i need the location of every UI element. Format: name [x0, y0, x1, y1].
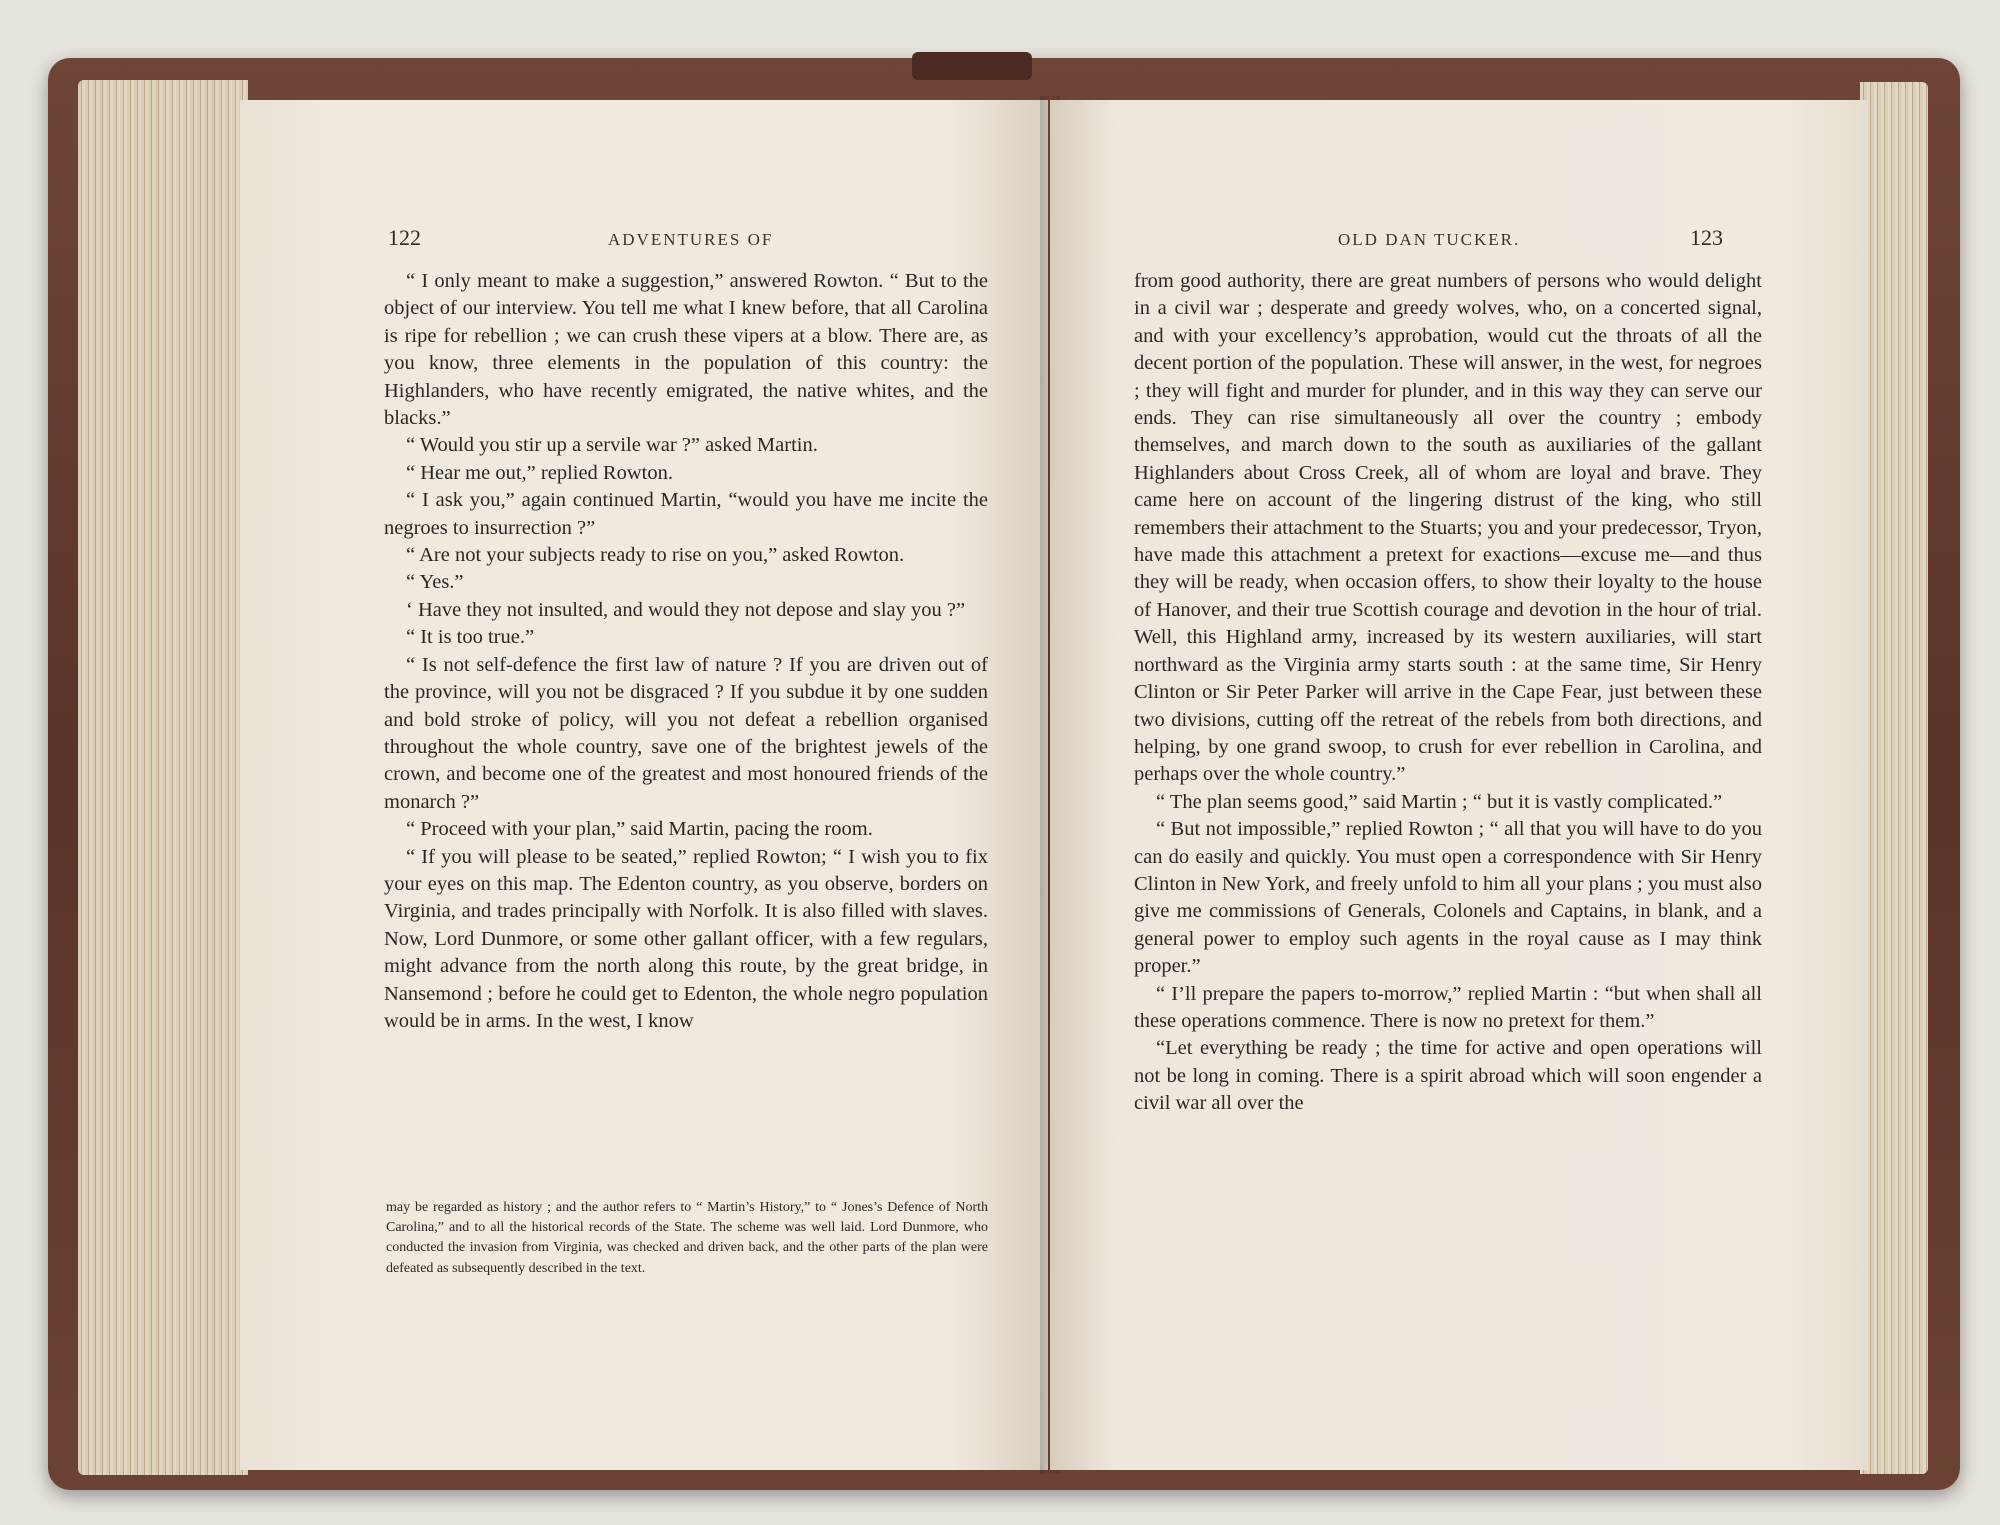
- paragraph: “ I only meant to make a suggestion,” answered Rowton. “ But to the object of our interview. You tell me what I knew before, that all Carolina is ripe for rebellion ; we can crush these vipers at a blow. There are, as you know, three elements in the population of this country: the Highlanders, who have recently emigrated, the native whites, and the blacks.”: [384, 270, 988, 430]
- paragraph: “ Proceed with your plan,” said Martin, pacing the room.: [406, 818, 873, 841]
- paragraph: “Let everything be ready ; the time for active and open operations will not be long in coming. There is a spirit abroad which will soon engender a civil war all over the: [1134, 1037, 1762, 1115]
- paragraph: “ I ask you,” again continued Martin, “would you have me incite the negroes to insurrection ?”: [384, 489, 988, 539]
- paragraph: “ If you will please to be seated,” replied Rowton; “ I wish you to fix your eyes on this map. The Edenton country, as you observe, borders on Virginia, and trades principally with Norfolk. It is also filled with slaves. Now, Lord Dunmore, or some other gallant officer, with a few regulars, might advance from the north along this route, by the great bridge, in Nansemond ; before he could get to Edenton, the whole negro population would be in arms. In the west, I know: [384, 845, 988, 1032]
- paragraph: “ Is not self-defence the first law of nature ? If you are driven out of the province, will you not be disgraced ? If you subdue it by one sudden and bold stroke of policy, will you not defeat a rebellion organised throughout the whole country, save one of the brightest jewels of the crown, and become one of the greatest and most honoured friends of the monarch ?”: [384, 653, 988, 813]
- right-page-number: 123: [1690, 225, 1723, 250]
- paragraph: “ Yes.”: [406, 571, 464, 594]
- paragraph: “ But not impossible,” replied Rowton ; “ all that you will have to do you can do easily and quickly. You must open a correspondence with Sir Henry Clinton in New York, and freely unfold to him all your plans ; you must also give me commissions of Generals, Colonels and Captains, in blank, and a general power to employ such agents in the royal cause as I may think proper.”: [1134, 818, 1762, 978]
- right-page: [1050, 100, 1868, 1470]
- left-page-body: [384, 268, 988, 1035]
- paragraph: “ Are not your subjects ready to rise on you,” asked Rowton.: [406, 544, 905, 567]
- book-spine: [912, 52, 1032, 80]
- paragraph: “ It is too true.”: [406, 626, 535, 649]
- paragraph: “ I’ll prepare the papers to-morrow,” replied Martin : “but when shall all these operations commence. There is now no pretext for them.”: [1134, 982, 1762, 1032]
- footnote-text: may be regarded as history ; and the author refers to “ Martin’s History,” to “ Jones’s Defence of North Carolina,” and to all the historical records of the State. The scheme was well laid. Lord Dunmore, who conducted the invasion from Virginia, was checked and driven back, and the other parts of the plan were defeated as subsequently described in the text.: [386, 1200, 988, 1276]
- paragraph: “ Would you stir up a servile war ?” asked Martin.: [406, 434, 818, 457]
- page-edges-right: [1860, 82, 1928, 1474]
- left-page-number: 122: [388, 225, 421, 250]
- paragraph: “ The plan seems good,” said Martin ; “ but it is vastly complicated.”: [1156, 790, 1723, 813]
- paragraph: from good authority, there are great numbers of persons who would delight in a civil war ; desperate and greedy wolves, who, on a concerted signal, and with your excellency’s approbation, would cut the throats of all the decent portion of the population. These will answer, in the west, for negroes ; they will fight and murder for plunder, and in this way they can serve our ends. They can rise simultaneously all over the country ; embody themselves, and march down to the south as auxiliaries of the gallant Highlanders about Cross Creek, all of whom are loyal and brave. They came here on account of the lingering distrust of the king, who still remembers their attachment to the Stuarts; you and your predecessor, Tryon, have made this attachment a pretext for exactions—excuse me—and thus they will be ready, when occasion offers, to show their loyalty to the house of Hanover, and their true Scottish courage and devotion in the hour of trial. Well, this Highland army, increased by its western auxiliaries, will start northward as the Virginia army starts south : at the same time, Sir Henry Clinton or Sir Peter Parker will arrive in the Cape Fear, just between these two divisions, cutting off the retreat of the rebels from both directions, and helping, by one grand swoop, to crush for ever rebellion in Carolina, and perhaps over the whole country.”: [1134, 270, 1762, 786]
- footnote: [386, 1198, 988, 1279]
- page-edges-left: [78, 80, 248, 1475]
- right-page-body: [1134, 268, 1762, 1118]
- right-running-head: OLD DAN TUCKER.: [1338, 230, 1521, 249]
- paragraph: “ Hear me out,” replied Rowton.: [406, 461, 673, 484]
- left-page: [240, 100, 1048, 1470]
- left-running-head: ADVENTURES OF: [608, 230, 774, 249]
- paragraph: ‘ Have they not insulted, and would they not depose and slay you ?”: [406, 598, 966, 621]
